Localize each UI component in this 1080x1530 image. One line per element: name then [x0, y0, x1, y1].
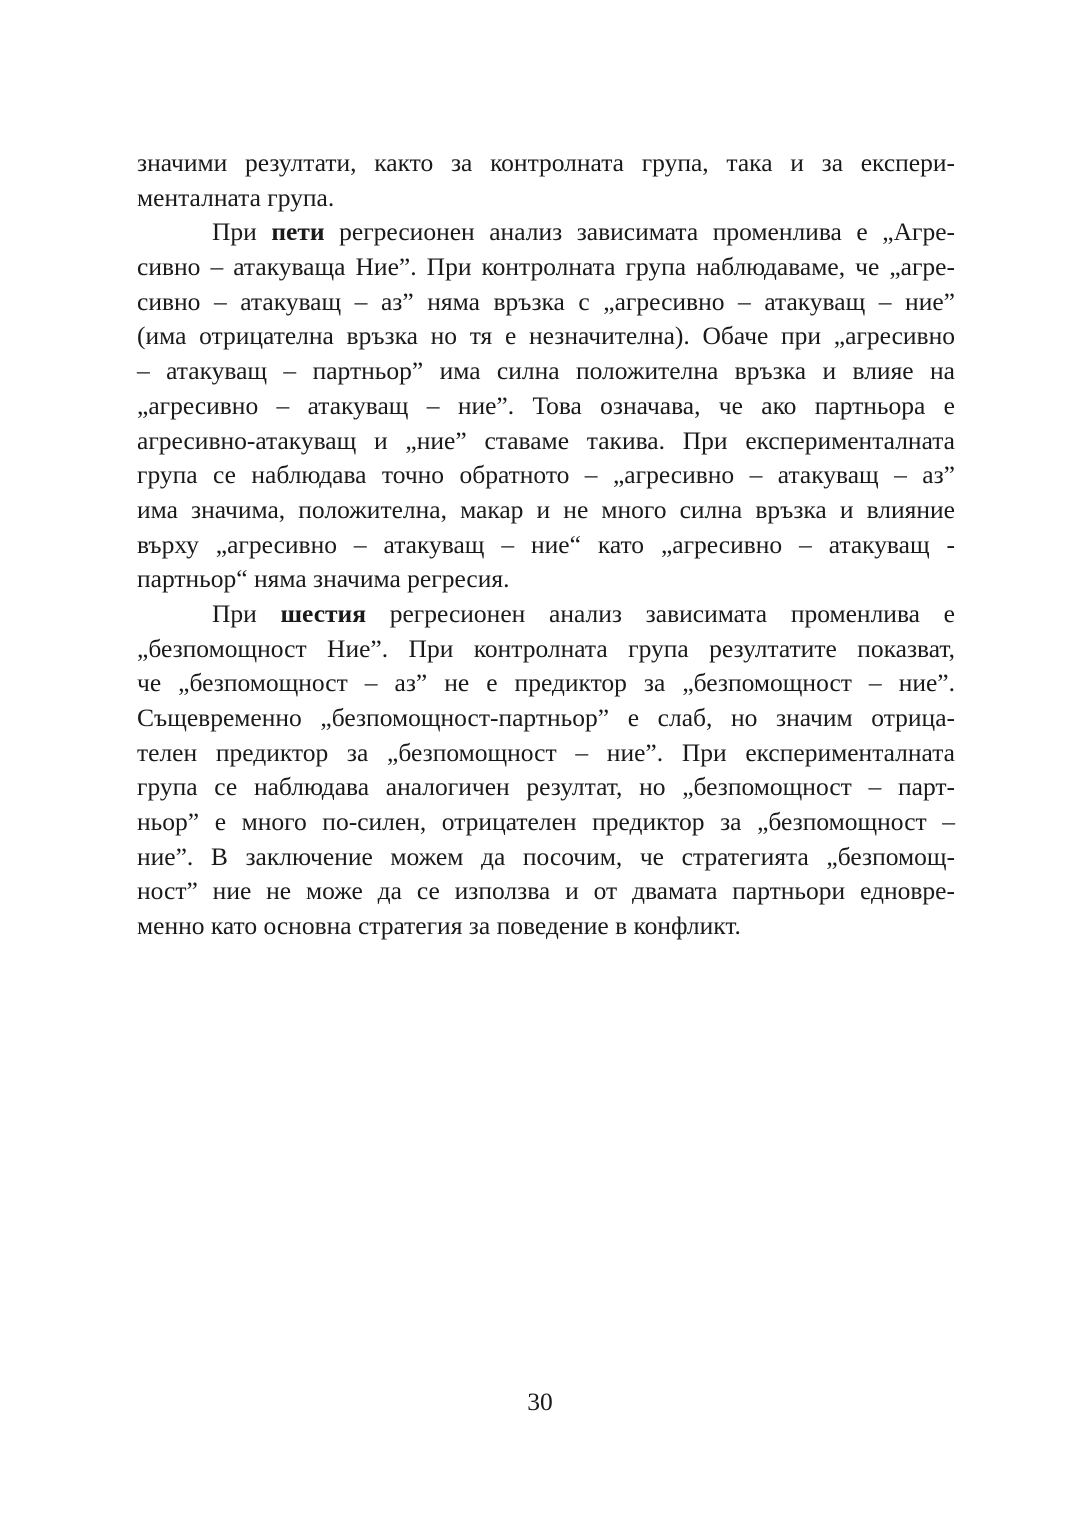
- text-span: регресионен анализ зависимата променлива е: [366, 598, 956, 628]
- text-line: има значима, положителна, макар и не много силна връзка и влияние: [137, 494, 955, 524]
- text-line: група се наблюдава аналогичен резултат, но „безпомощност – парт-: [137, 772, 955, 802]
- text-line: ние”. В заключение можем да посочим, че стратегията „безпомощ-: [137, 841, 955, 871]
- text-line: – атакуващ – партньор” има силна положителна връзка и влияе на: [137, 356, 955, 386]
- text-line: ньор” е много по-силен, отрицателен предиктор за „безпомощност –: [137, 807, 955, 837]
- text-line: менно като основна стратегия за поведение в конфликт.: [137, 911, 741, 941]
- text-line: телен предиктор за „безпомощност – ние”. При експерименталната: [137, 737, 955, 767]
- text-span: При: [212, 598, 281, 628]
- text-span: При: [212, 217, 272, 247]
- text-line: „агресивно – атакуващ – ние”. Това означава, че ако партньора е: [137, 390, 955, 420]
- bold-term: шестия: [280, 598, 367, 628]
- text-line: Същевременно „безпомощност-партньор” е слаб, но значим отрица-: [137, 703, 955, 732]
- paragraph-start-line: [137, 597, 955, 632]
- text-line: група се наблюдава точно обратното – „агресивно – атакуващ – аз”: [137, 460, 955, 490]
- text-line: агресивно-атакуващ и „ние” ставаме такива. При експерименталната: [137, 425, 955, 455]
- text-line: значими резултати, както за контролната група, така и за експери-: [137, 148, 955, 177]
- text-line: „безпомощност Ние”. При контролната група резултатите показват,: [137, 633, 955, 663]
- text-line: сивно – атакуваща Ние”. При контролната група наблюдаваме, че „агре-: [137, 252, 955, 282]
- text-line: партньор“ няма значима регресия.: [137, 564, 510, 594]
- text-line: сивно – атакуващ – аз” няма връзка с „агресивно – атакуващ – ние”: [137, 286, 955, 316]
- bold-term: пети: [271, 217, 325, 247]
- page-number: 30: [527, 1387, 553, 1416]
- paragraph-start-line: [137, 215, 955, 250]
- text-line: менталната група.: [137, 182, 335, 212]
- body-text: [137, 146, 955, 944]
- text-span: регресионен анализ зависимата променлива е „Агре-: [324, 217, 956, 247]
- text-line: върху „агресивно – атакуващ – ние“ като „агресивно – атакуващ -: [137, 529, 955, 559]
- text-line: (има отрицателна връзка но тя е незначителна). Обаче при „агресивно: [137, 321, 955, 351]
- text-line: ност” ние не може да се използва и от двамата партньори едновре-: [137, 876, 955, 906]
- text-line: че „безпомощност – аз” не е предиктор за „безпомощност – ние”.: [137, 668, 955, 698]
